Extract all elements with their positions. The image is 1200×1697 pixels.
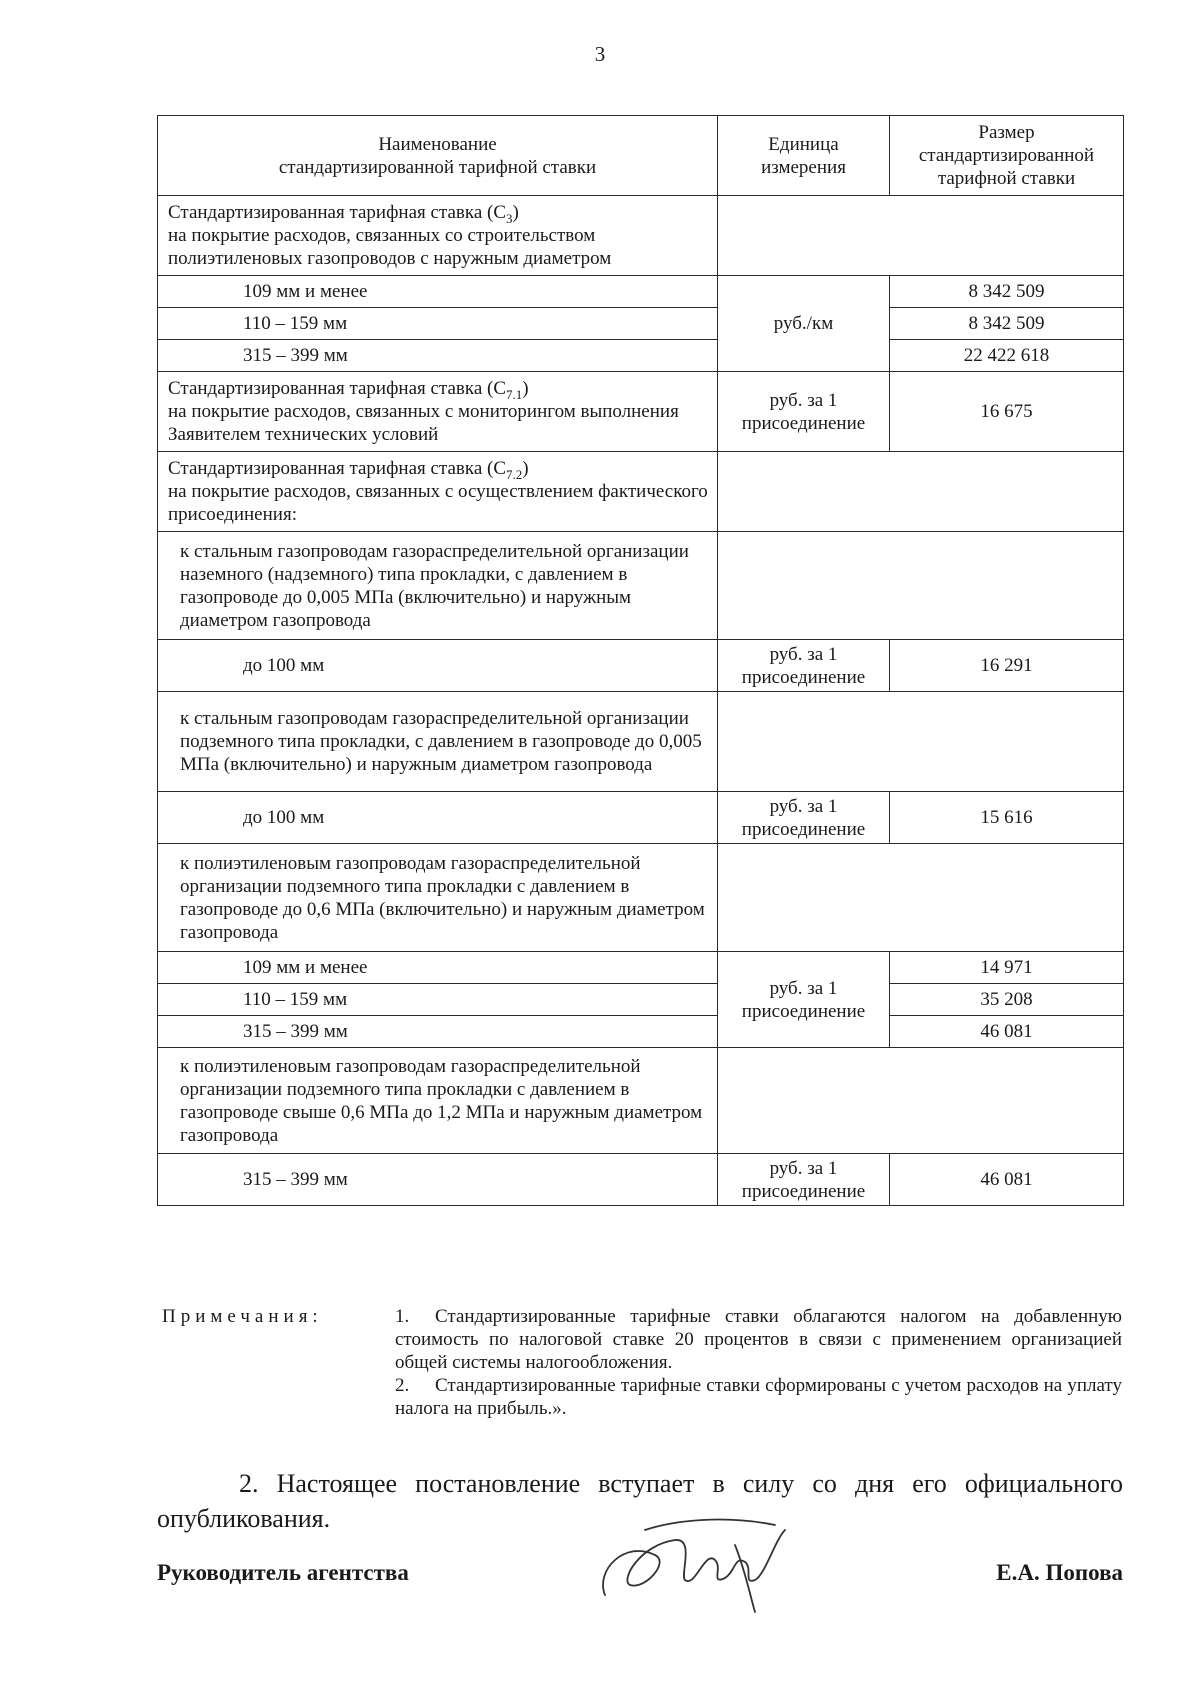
value-cell: 8 342 509 [890, 308, 1124, 340]
signer-name: Е.А. Попова [996, 1560, 1123, 1585]
tariff-table [157, 115, 1124, 1206]
notes-label: Примечания: [162, 1306, 323, 1327]
effective-clause: 2. Настоящее постановление вступает в силу со дня его официального опубликования. [157, 1469, 1123, 1533]
signature-image [585, 1500, 805, 1620]
table-row [158, 792, 1124, 844]
steel-under-desc: к стальным газопроводам газораспределительной организации подземного типа прокладки, с давлением в газопроводе до 0,005 МПа (включительно) и наружным диаметром газопровода [158, 692, 718, 792]
note-item: 1. Стандартизированные тарифные ставки облагаются налогом на добавленную стоимость по налоговой ставке 20 процентов в связи с применением организацией общей системы налогообложения. [395, 1306, 1122, 1373]
value-cell: 35 208 [890, 984, 1124, 1016]
value-cell: 15 616 [890, 792, 1124, 844]
header-unit: Единица измерения [718, 116, 890, 196]
c3-description: на покрытие расходов, связанных со строительством полиэтиленовых газопроводов с наружным диаметром [168, 225, 612, 269]
value-cell: 22 422 618 [890, 340, 1124, 372]
table-row [158, 372, 1124, 452]
value-cell: 46 081 [890, 1016, 1124, 1048]
table-row [158, 692, 1124, 792]
pe-low-desc: к полиэтиленовым газопроводам газораспределительной организации подземного типа прокладки с давлением в газопроводе до 0,6 МПа (включительно) и наружным диаметром газопровода [158, 844, 718, 952]
header-size: Размер стандартизированной тарифной ставки [890, 116, 1124, 196]
page-number: 3 [594, 42, 606, 66]
value-cell: 16 291 [890, 640, 1124, 692]
unit-cell: руб. за 1 присоединение [718, 1154, 890, 1206]
signer-title: Руководитель агентства [157, 1560, 409, 1585]
table-row [158, 1154, 1124, 1206]
diameter-label: 109 мм и менее [158, 952, 718, 984]
c72-description: на покрытие расходов, связанных с осуществлением фактического присоединения: [168, 481, 708, 525]
pe-high-desc: к полиэтиленовым газопроводам газораспределительной организации подземного типа прокладки с давлением в газопроводе свыше 0,6 МПа до 1,2 МПа и наружным диаметром газопровода [158, 1048, 718, 1154]
value-cell: 14 971 [890, 952, 1124, 984]
empty-cell [718, 452, 1124, 532]
c71-description: на покрытие расходов, связанных с мониторингом выполнения Заявителем технических условий [168, 401, 679, 445]
value-cell: 16 675 [890, 372, 1124, 452]
table-row [158, 844, 1124, 952]
table-row [158, 308, 1124, 340]
c71-title-cell: Стандартизированная тарифная ставка $(С_{7.1})$ на покрытие расходов, связанных с мониторингом выполнения Заявителем технических условий [158, 372, 718, 452]
value-cell: 8 342 509 [890, 276, 1124, 308]
notes-list [395, 1305, 1122, 1420]
table-row [158, 984, 1124, 1016]
table-header-row [158, 116, 1124, 196]
table-row [158, 340, 1124, 372]
diameter-label: 315 – 399 мм [158, 1154, 718, 1206]
table-row [158, 452, 1124, 532]
table-row [158, 1016, 1124, 1048]
table-row [158, 640, 1124, 692]
c3-title-cell: Стандартизированная тарифная ставка $(С_3)$ на покрытие расходов, связанных со строительством полиэтиленовых газопроводов с наружным диаметром [158, 196, 718, 276]
unit-cell: руб. за 1 присоединение [718, 640, 890, 692]
diameter-label: 110 – 159 мм [158, 308, 718, 340]
steel-above-desc: к стальным газопроводам газораспределительной организации наземного (надземного) типа прокладки, с давлением в газопроводе до 0,005 МПа (включительно) и наружным диаметром газопровода [158, 532, 718, 640]
diameter-label: 315 – 399 мм [158, 1016, 718, 1048]
empty-cell [718, 196, 1124, 276]
table-row [158, 952, 1124, 984]
c72-title-cell: Стандартизированная тарифная ставка $(С_{7.2})$ на покрытие расходов, связанных с осуществлением фактического присоединения: [158, 452, 718, 532]
table-row [158, 1048, 1124, 1154]
unit-cell: руб. за 1 присоединение [718, 372, 890, 452]
table-row [158, 532, 1124, 640]
table-row [158, 196, 1124, 276]
empty-cell [718, 1048, 1124, 1154]
diameter-label: до 100 мм [158, 792, 718, 844]
header-name: Наименование стандартизированной тарифной ставки [158, 116, 718, 196]
diameter-label: 109 мм и менее [158, 276, 718, 308]
diameter-label: 110 – 159 мм [158, 984, 718, 1016]
empty-cell [718, 692, 1124, 792]
diameter-label: 315 – 399 мм [158, 340, 718, 372]
empty-cell [718, 844, 1124, 952]
unit-cell: руб./км [718, 276, 890, 372]
value-cell: 46 081 [890, 1154, 1124, 1206]
unit-cell: руб. за 1 присоединение [718, 952, 890, 1048]
table-row [158, 276, 1124, 308]
note-item: 2. Стандартизированные тарифные ставки сформированы с учетом расходов на уплату налога на прибыль.». [395, 1375, 1122, 1419]
empty-cell [718, 532, 1124, 640]
unit-cell: руб. за 1 присоединение [718, 792, 890, 844]
diameter-label: до 100 мм [158, 640, 718, 692]
